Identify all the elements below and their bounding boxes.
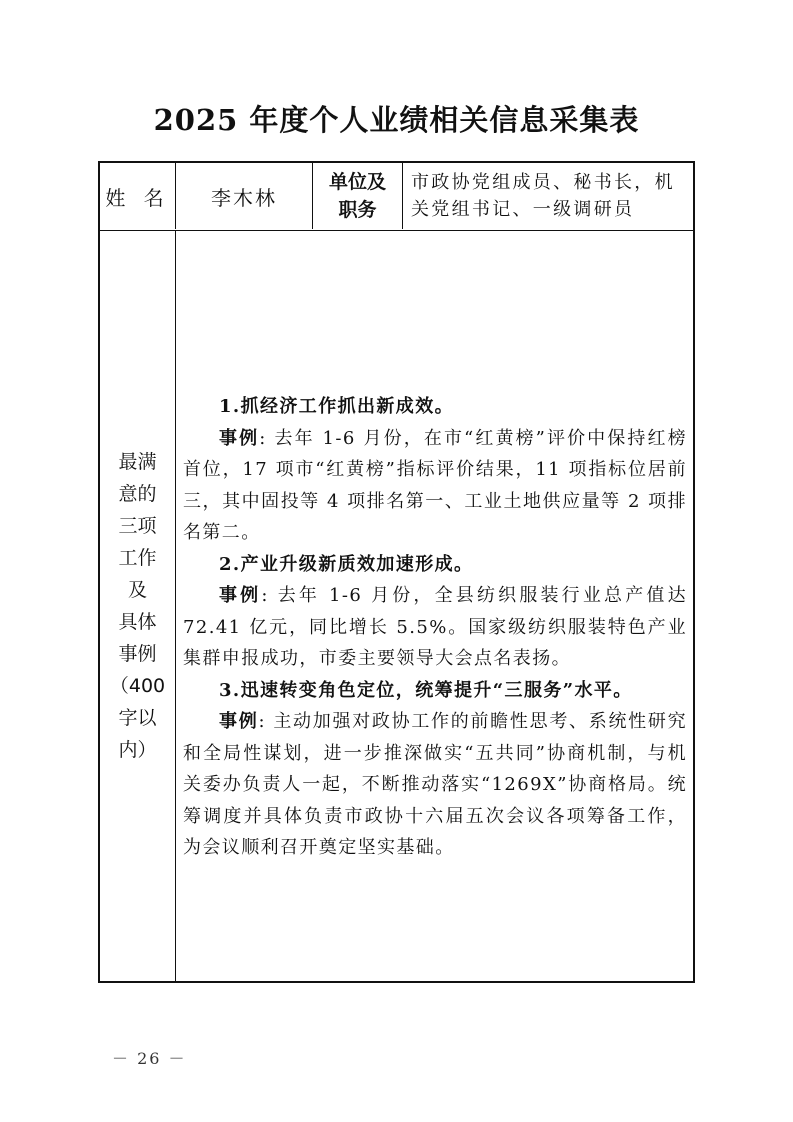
item-heading: 3.迅速转变角色定位，统筹提升“三服务”水平。 [219, 679, 633, 701]
item-heading: 1.抓经济工作抓出新成效。 [219, 396, 454, 417]
achievements-label-line: 工作 [118, 547, 157, 569]
page-title: 2025 年度个人业绩相关信息采集表 [153, 103, 640, 137]
item-example [183, 423, 687, 549]
achievements-label [100, 231, 176, 981]
achievements-label-line: 三项 [118, 515, 157, 537]
achievements-label-line: 意的 [118, 483, 157, 505]
header-row [100, 163, 693, 231]
example-text: : 去年 1-6 月份，在市“红黄榜”评价中保持红榜首位，17 项市“红黄榜”指标评价结果，11 项指标位居前三，其中固投等 4 项排名第一、工业土地供应量等 2 项排名第二。 [183, 427, 687, 543]
name-label: 姓 名 [100, 163, 176, 229]
example-label: 事例 [219, 585, 262, 606]
achievements-label-line: 具体 [118, 611, 157, 633]
achievements-label-line: 最满 [118, 451, 157, 473]
item-heading: 2.产业升级新质效加速形成。 [219, 553, 474, 575]
example-label: 事例 [219, 427, 260, 449]
position-label-line2: 职务 [338, 199, 377, 221]
name-value: 李木林 [176, 163, 313, 229]
example-text: : 去年 1-6 月份，全县纺织服装行业总产值达 72.41 亿元，同比增长 5.5%。国家级纺织服装特色产业集群申报成功，市委主要领导大会点名表扬。 [183, 585, 687, 669]
achievements-label-line: 及 [127, 579, 147, 601]
achievements-label-line: 事例 [118, 643, 157, 665]
page-number: － 26 － [112, 1049, 187, 1068]
item-example [183, 706, 687, 864]
achievements-label-line: （400 [109, 675, 166, 697]
achievements-label-line: 内） [118, 739, 157, 761]
achievements-label-line: 字以 [118, 707, 157, 729]
item-example [183, 580, 687, 675]
position-label-line1: 单位及 [328, 171, 386, 193]
example-text: : 主动加强对政协工作的前瞻性思考、系统性研究和全局性谋划，进一步推深做实“五共同”协商机制，与机关委办负责人一起，不断推动落实“1269X”协商格局。统筹调度并具体负责市政协十六届五次会议各项筹备工作，为会议顺利召开奠定坚实基础。 [183, 711, 687, 858]
achievements-content [183, 391, 687, 864]
example-label: 事例 [219, 711, 259, 732]
position-label [313, 163, 403, 229]
position-value: 市政协党组成员、秘书长，机关党组书记、一级调研员 [411, 172, 675, 220]
info-form-table [98, 161, 695, 983]
